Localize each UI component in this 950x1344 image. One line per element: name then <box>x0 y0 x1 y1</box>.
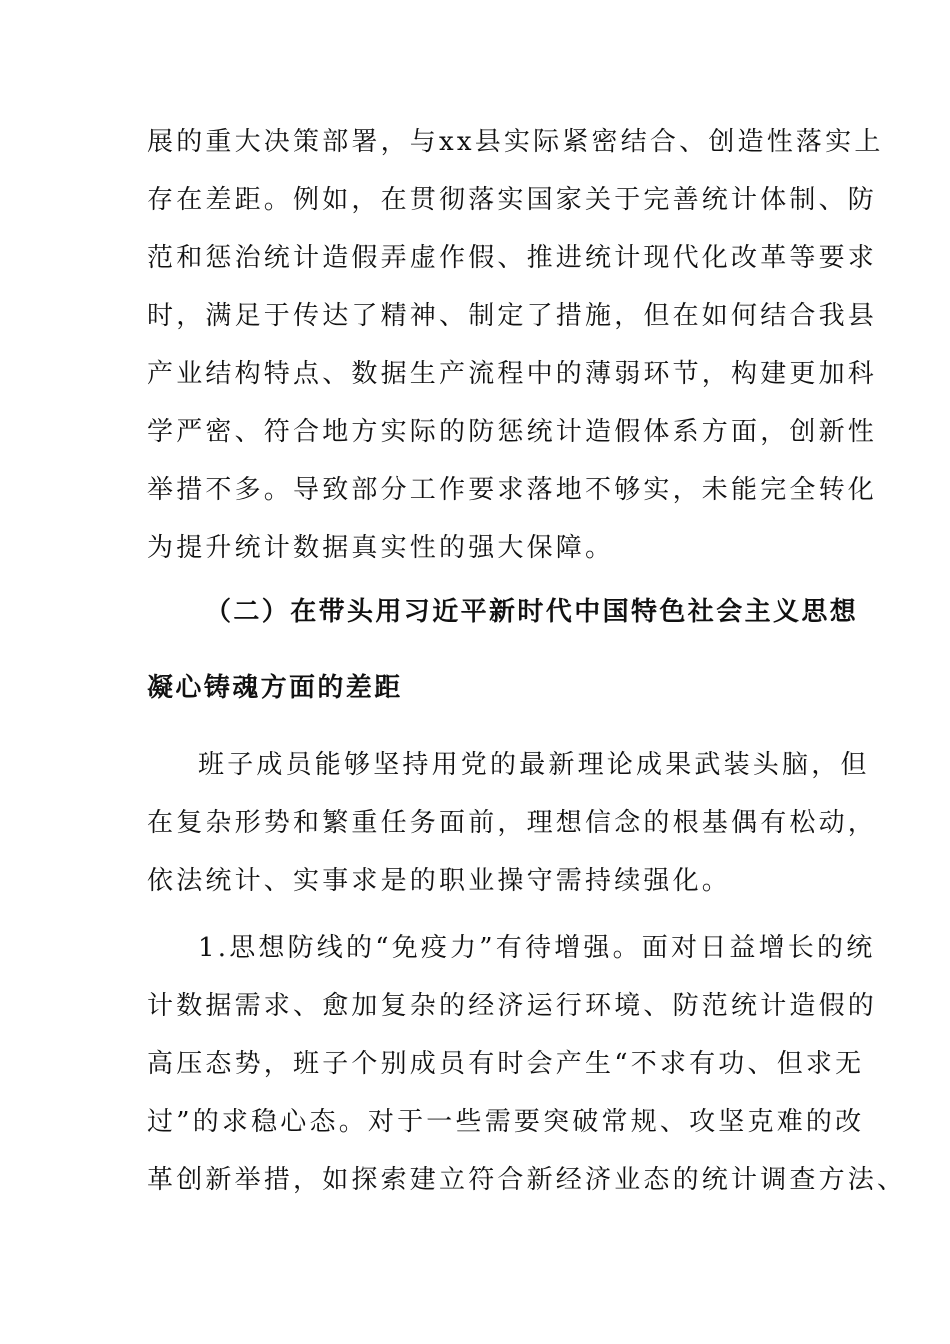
paragraph-1-line-5: 产业结构特点、数据生产流程中的薄弱环节，构建更加科 <box>147 359 878 389</box>
paragraph-2-line-1: 班子成员能够坚持用党的最新理论成果武装头脑，但 <box>198 750 870 780</box>
paragraph-3-line-5: 革创新举措，如探索建立符合新经济业态的统计调查方法、 <box>147 1165 907 1195</box>
paragraph-1-line-6: 学严密、符合地方实际的防惩统计造假体系方面，创新性 <box>147 417 878 447</box>
paragraph-1-line-2: 存在差距。例如，在贯彻落实国家关于完善统计体制、防 <box>147 185 878 215</box>
paragraph-1-line-7: 举措不多。导致部分工作要求落地不够实，未能完全转化 <box>147 475 878 505</box>
paragraph-2-line-3: 依法统计、实事求是的职业操守需持续强化。 <box>147 866 732 896</box>
paragraph-3-line-1: 1.思想防线的“免疫力”有待增强。面对日益增长的统 <box>198 933 876 963</box>
paragraph-2-line-2: 在复杂形势和繁重任务面前，理想信念的根基偶有松动， <box>147 808 878 838</box>
paragraph-3-line-4: 过”的求稳心态。对于一些需要突破常规、攻坚克难的改 <box>147 1107 865 1137</box>
paragraph-3-line-2: 计数据需求、愈加复杂的经济运行环境、防范统计造假的 <box>147 991 878 1021</box>
paragraph-1-line-1: 展的重大决策部署，与xx县实际紧密结合、创造性落实上 <box>147 127 884 157</box>
section-heading-line-1: （二）在带头用习近平新时代中国特色社会主义思想 <box>205 597 859 627</box>
paragraph-1-line-4: 时，满足于传达了精神、制定了措施，但在如何结合我县 <box>147 301 878 331</box>
paragraph-1-line-3: 范和惩治统计造假弄虚作假、推进统计现代化改革等要求 <box>147 243 878 273</box>
section-heading-line-2: 凝心铸魂方面的差距 <box>147 673 403 703</box>
paragraph-1-line-8: 为提升统计数据真实性的强大保障。 <box>147 533 615 563</box>
paragraph-3-line-3: 高压态势，班子个别成员有时会产生“不求有功、但求无 <box>147 1049 865 1079</box>
